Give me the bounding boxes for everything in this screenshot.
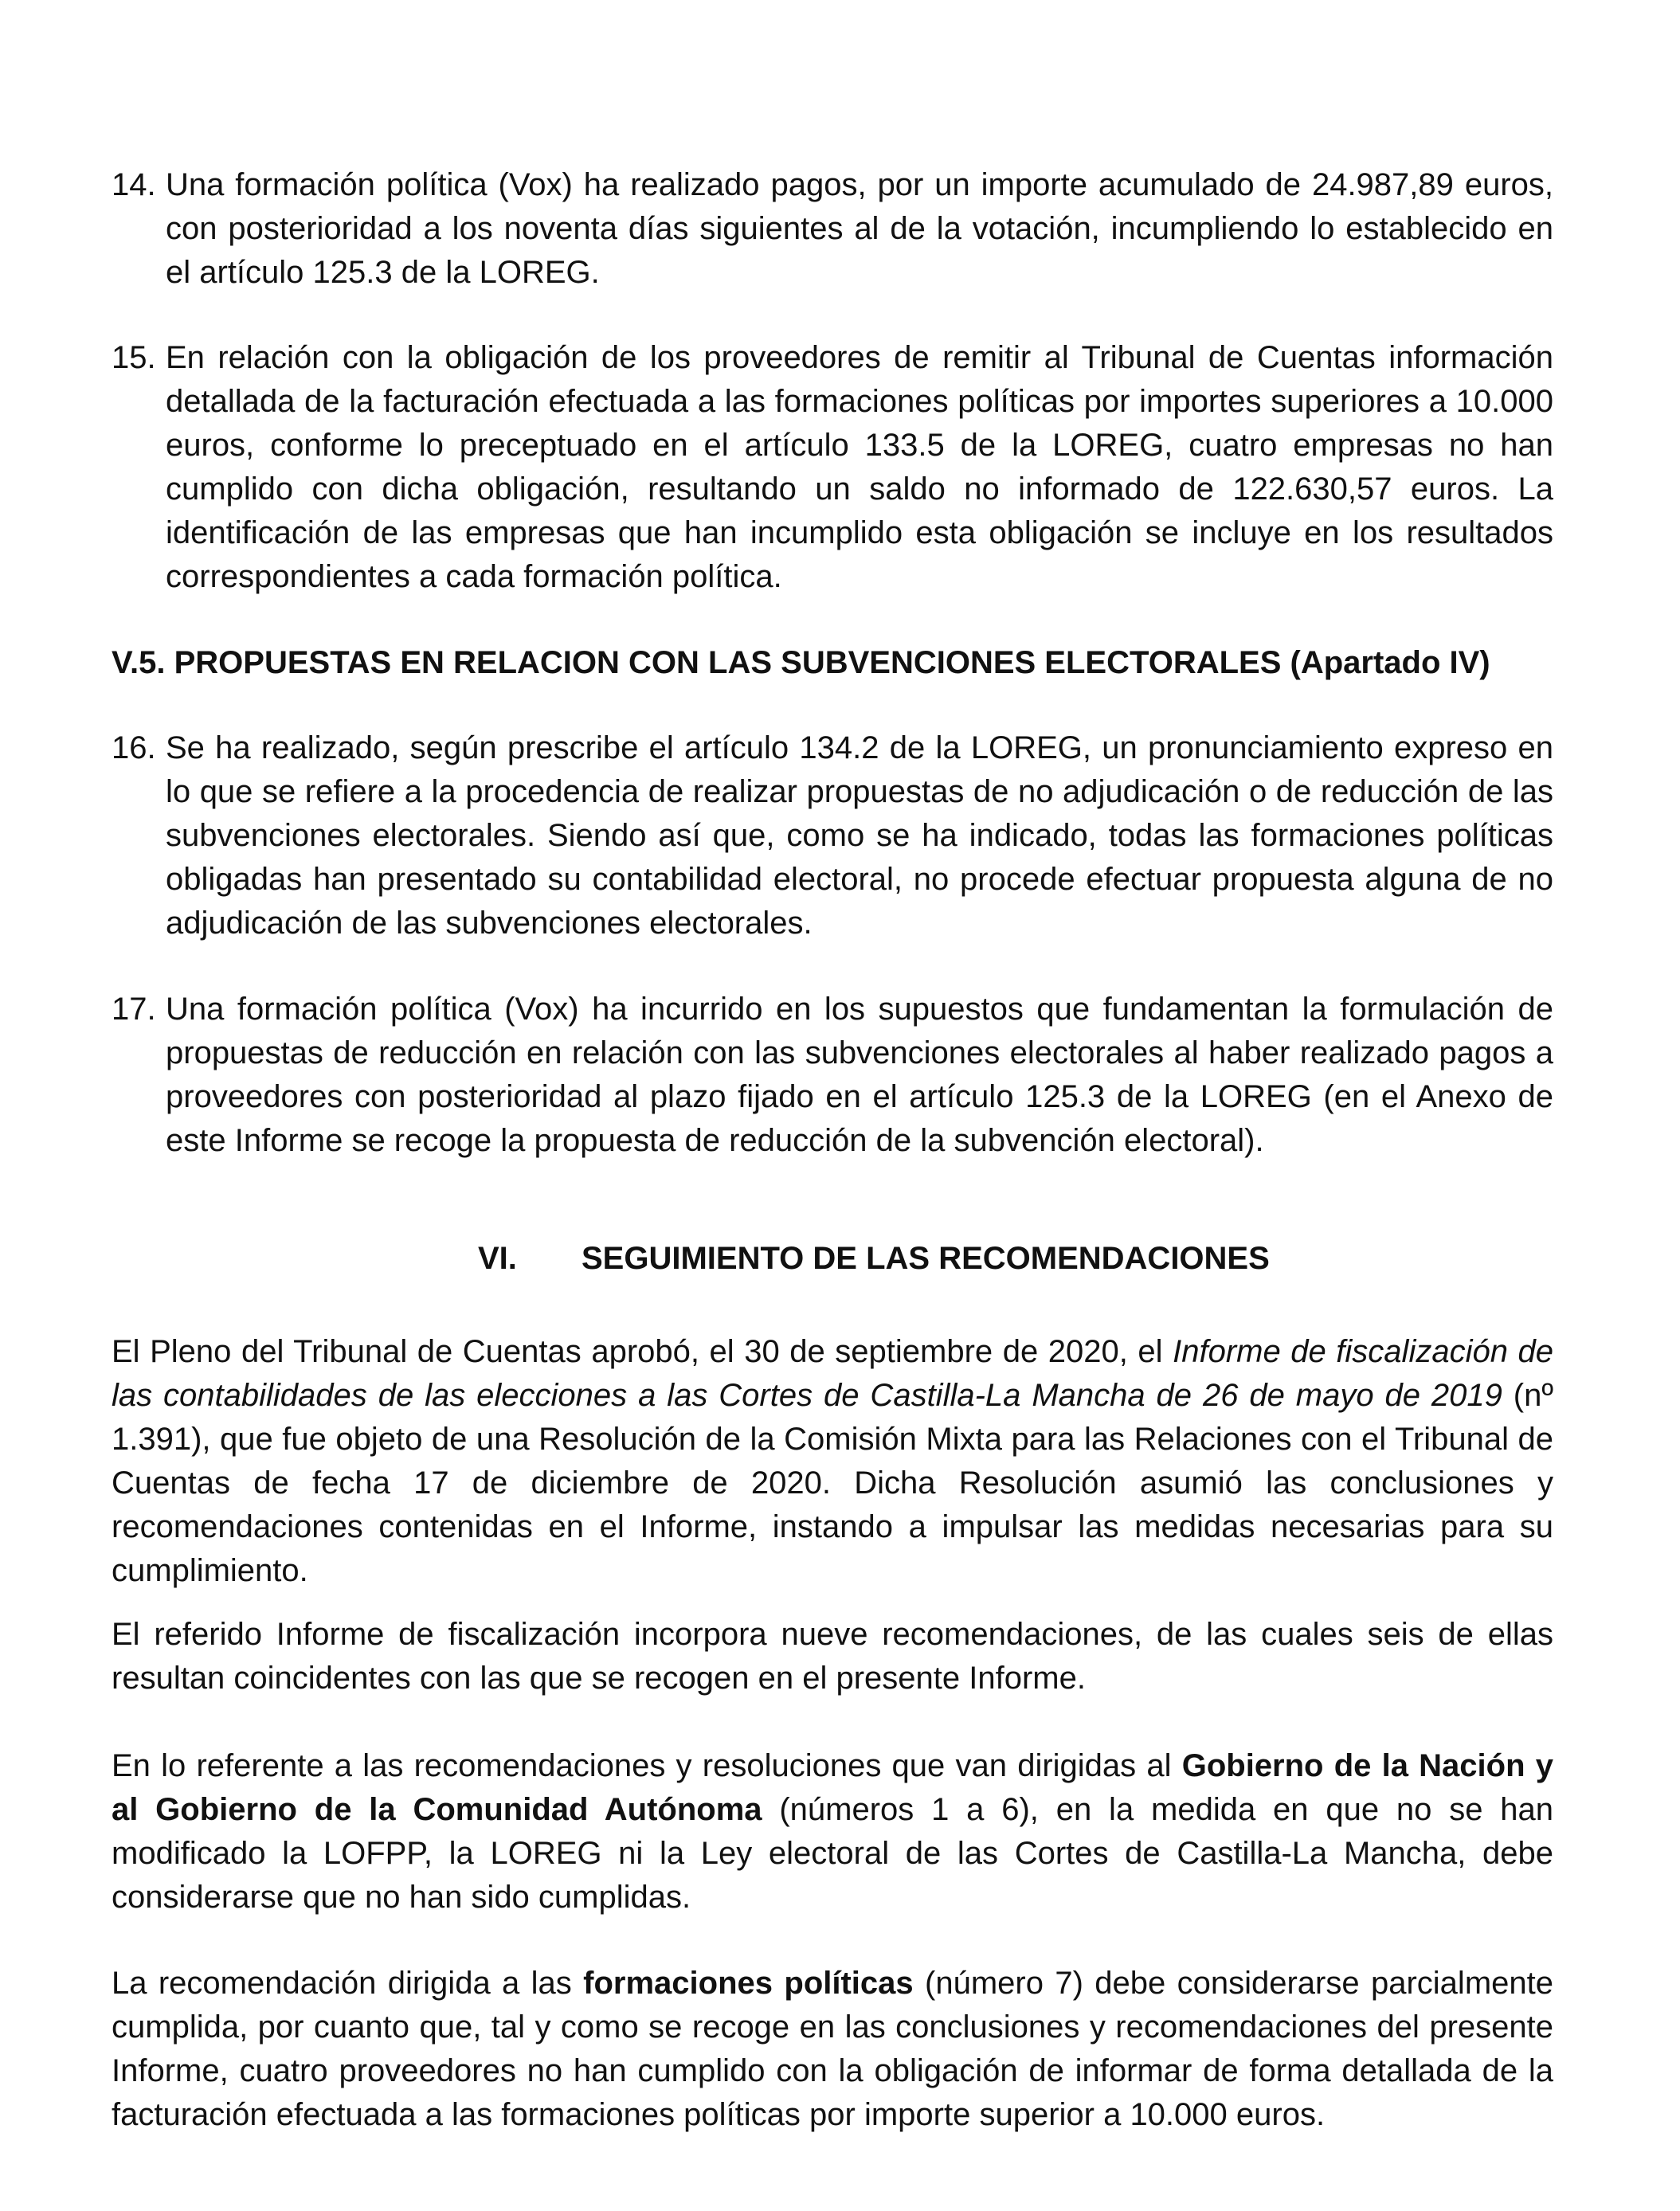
item-number: 15.	[112, 340, 156, 375]
conclusion-item-15	[112, 336, 1553, 599]
subsection-heading: V.5. PROPUESTAS EN RELACION CON LAS SUBVENCIONES ELECTORALES (Apartado IV)	[112, 645, 1490, 680]
item-number: 14.	[112, 167, 156, 202]
emphasis-text: Gobierno de la Nación y al Gobierno de la Comunidad Autónoma	[112, 1748, 1553, 1827]
item-text: Se ha realizado, según prescribe el artículo 134.2 de la LOREG, un pronunciamiento expreso en lo que se refiere a la procedencia de realizar propuestas de no adjudicación o de reducción de las subvenciones electorales. Siendo así que, como se ha indicado, todas las formaciones políticas obligadas han presentado su contabilidad electoral, no procede efectuar propuesta alguna de no adjudicación de las subvenciones electorales.	[166, 730, 1553, 941]
paragraph-text: (número 7) debe considerarse parcialmente cumplida, por cuanto que, tal y como se recoge en las conclusiones y recomendaciones del presente Informe, cuatro proveedores no han cumplido con la obligación de informar de forma detallada de la facturación efectuada a las formaciones políticas por importe superior a 10.000 euros.	[112, 1966, 1553, 2132]
emphasis-text: formaciones políticas	[583, 1966, 914, 2001]
section-number: VI.	[478, 1241, 517, 1276]
paragraph-recomendaciones	[112, 1613, 1553, 1700]
section-heading	[478, 1237, 1270, 1281]
paragraph-text: (números 1 a 6), en la medida en que no se han modificado la LOFPP, la LOREG ni la Ley electoral de las Cortes de Castilla-La Mancha, debe considerarse que no han sido cumplidas.	[112, 1792, 1554, 1915]
paragraph-gobierno	[112, 1744, 1553, 1919]
item-number: 17.	[112, 992, 156, 1027]
paragraph-text: La recomendación dirigida a las	[112, 1966, 584, 2001]
report-title: Informe de fiscalización de las contabilidades de las elecciones a las Cortes de Castilla-La Mancha de 26 de mayo de 2019	[112, 1334, 1553, 1413]
section-title: SEGUIMIENTO DE LAS RECOMENDACIONES	[582, 1241, 1270, 1276]
item-text: Una formación política (Vox) ha incurrido en los supuestos que fundamentan la formulación de propuestas de reducción en relación con las subvenciones electorales al haber realizado pagos a proveedores con posterioridad al plazo fijado en el artículo 125.3 de la LOREG (en el Anexo de este Informe se recoge la propuesta de reducción de la subvención electoral).	[166, 992, 1553, 1158]
paragraph-text: El referido Informe de fiscalización incorpora nueve recomendaciones, de las cuales seis de ellas resultan coincidentes con las que se recogen en el presente Informe.	[112, 1617, 1553, 1696]
item-number: 16.	[112, 730, 156, 765]
paragraph-informe-previo	[112, 1330, 1553, 1593]
conclusion-item-16	[112, 726, 1553, 945]
paragraph-text: (nº 1.391), que fue objeto de una Resolución de la Comisión Mixta para las Relaciones con el Tribunal de Cuentas de fecha 17 de diciembre de 2020. Dicha Resolución asumió las conclusiones y recomendaciones contenidas en el Informe, instando a impulsar las medidas necesarias para su cumplimiento.	[112, 1378, 1553, 1588]
paragraph-text: En lo referente a las recomendaciones y resoluciones que van dirigidas al	[112, 1748, 1182, 1783]
conclusion-item-17	[112, 988, 1553, 1163]
paragraph-text: El Pleno del Tribunal de Cuentas aprobó, el 30 de septiembre de 2020, el	[112, 1334, 1173, 1369]
item-text: En relación con la obligación de los proveedores de remitir al Tribunal de Cuentas información detallada de la facturación efectuada a las formaciones políticas por importes superiores a 10.000 euros, conforme lo preceptuado en el artículo 133.5 de la LOREG, cuatro empresas no han cumplido con dicha obligación, resultando un saldo no informado de 122.630,57 euros. La identificación de las empresas que han incumplido esta obligación se incluye en los resultados correspondientes a cada formación política.	[166, 340, 1553, 594]
conclusion-item-14	[112, 163, 1553, 295]
paragraph-formaciones	[112, 1962, 1553, 2137]
item-text: Una formación política (Vox) ha realizado pagos, por un importe acumulado de 24.987,89 euros, con posterioridad a los noventa días siguientes al de la votación, incumpliendo lo establecido en el artículo 125.3 de la LOREG.	[166, 167, 1553, 290]
